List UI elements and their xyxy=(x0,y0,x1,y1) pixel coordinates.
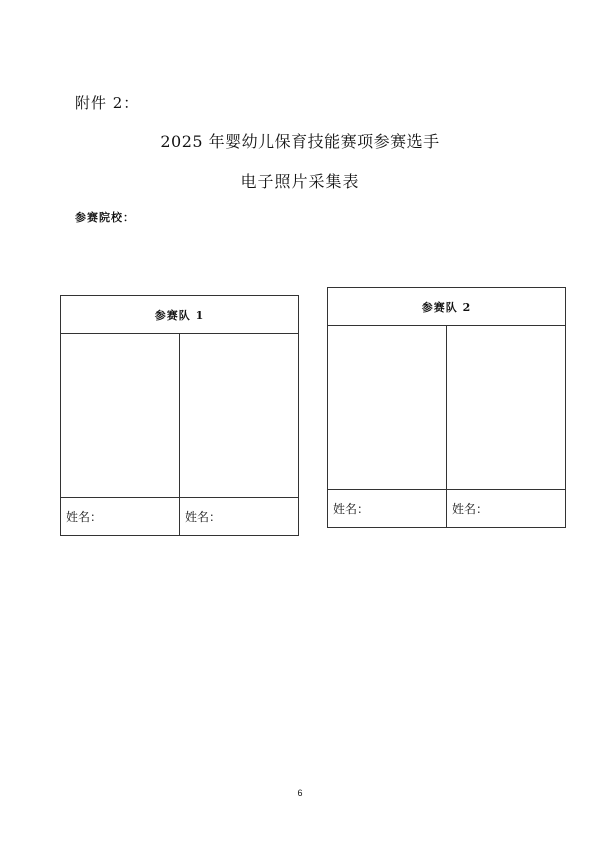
team-1-header: 参赛队 1 xyxy=(61,296,298,334)
team-1-name-label-1: 姓名： xyxy=(66,510,103,524)
team-2-photo-slot-2 xyxy=(446,326,565,489)
team-2-photo-slot-1 xyxy=(328,326,446,489)
team-1-photo-slot-2 xyxy=(179,334,298,497)
team-2-name-label-2: 姓名： xyxy=(446,490,565,527)
school-field-label: 参赛院校： xyxy=(75,211,135,224)
team-2-photo-table xyxy=(327,287,566,528)
team-1-name-label-2: 姓名： xyxy=(179,498,298,535)
page-number: 6 xyxy=(297,788,303,798)
team-1-photo-slot-1 xyxy=(61,334,179,497)
team-2-name-row xyxy=(328,490,565,527)
team-1-photo-table xyxy=(60,295,299,536)
team-1-photo-row xyxy=(61,334,298,498)
form-title-line-2: 电子照片采集表 xyxy=(240,172,360,191)
team-2-photo-row xyxy=(328,326,565,490)
attachment-label: 附件 2： xyxy=(75,94,140,112)
team-2-header: 参赛队 2 xyxy=(328,288,565,326)
team-1-name-row xyxy=(61,498,298,535)
team-2-name-label-1: 姓名： xyxy=(333,502,370,516)
form-title-line-1: 2025 年婴幼儿保育技能赛项参赛选手 xyxy=(160,132,440,151)
